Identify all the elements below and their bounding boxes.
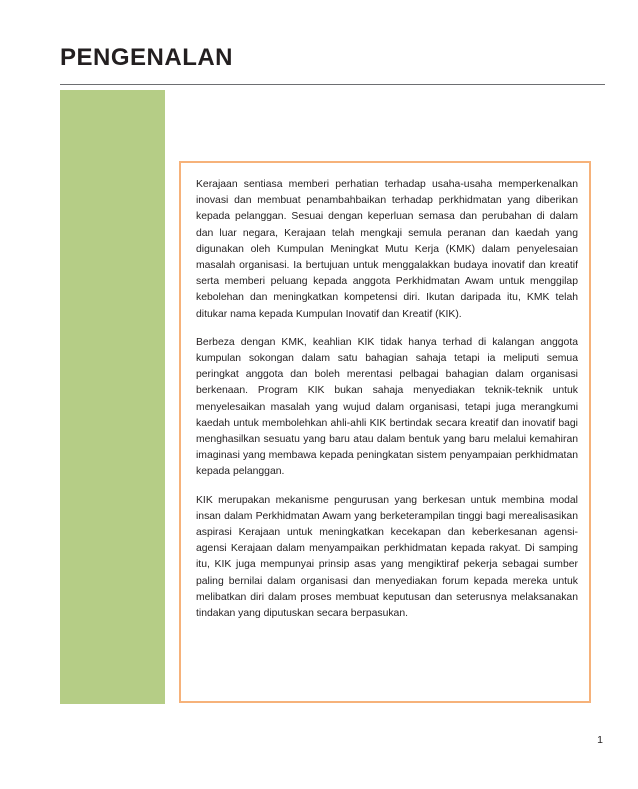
paragraph-kik-membership: Berbeza dengan KMK, keahlian KIK tidak hanya terhad di kalangan anggota kumpulan sokongan dalam satu bahagian sahaja tetapi ia meliputi semua peringkat anggota dan boleh merentasi pelbagai bahagian dalam organisasi berkenaan. Program KIK bukan sahaja menyediakan teknik-teknik untuk menyelesaikan masalah yang wujud dalam organisasi, tetapi juga merangkumi kaedah untuk membolehkan ahli-ahli KIK bertindak secara kreatif dan inovatif bagi menghasilkan sesuatu yang baru atau dalam bentuk yang baru melalui kemahiran imaginasi yang membawa kepada peningkatan sistem penyampaian perkhidmatan kepada pelanggan.	[196, 336, 578, 478]
content-box	[179, 161, 591, 703]
paragraph-kik-mechanism: KIK merupakan mekanisme pengurusan yang berkesan untuk membina modal insan dalam Perkhidmatan Awam yang berketerampilan tinggi bagi merealisasikan aspirasi Kerajaan untuk meningkatkan kecekapan dan keberkesanan agensi-agensi Kerajaan dalam menyampaikan perkhidmatan kepada rakyat. Di samping itu, KIK juga mempunyai prinsip asas yang mengiktiraf pekerja sebagai sumber paling bernilai dalam organisasi dan menyediakan forum kepada mereka untuk melibatkan diri dalam proses membuat keputusan dan seterusnya melaksanakan tindakan yang diputuskan secara berpasukan.	[196, 494, 578, 620]
title-divider	[60, 84, 605, 85]
page-number: 1	[597, 734, 603, 746]
decorative-side-bar	[60, 90, 165, 704]
paragraph-intro: Kerajaan sentiasa memberi perhatian terhadap usaha-usaha memperkenalkan inovasi dan membuat penambahbaikan terhadap perkhidmatan yang diberikan kepada pelanggan. Sesuai dengan keperluan semasa dan perubahan di dalam dan luar negara, Kerajaan telah mengkaji semula peranan dan kaedah yang digunakan oleh Kumpulan Meningkat Mutu Kerja (KMK) dalam penyelesaian masalah organisasi. Ia bertujuan untuk menggalakkan budaya inovatif dan kreatif serta memberi peluang kepada anggota Perkhidmatan Awam untuk menggilap kebolehan dan meningkatkan kompetensi diri. Ikutan daripada itu, KMK telah ditukar nama kepada Kumpulan Inovatif dan Kreatif (KIK).	[196, 179, 578, 320]
page-title: PENGENALAN	[60, 44, 234, 71]
